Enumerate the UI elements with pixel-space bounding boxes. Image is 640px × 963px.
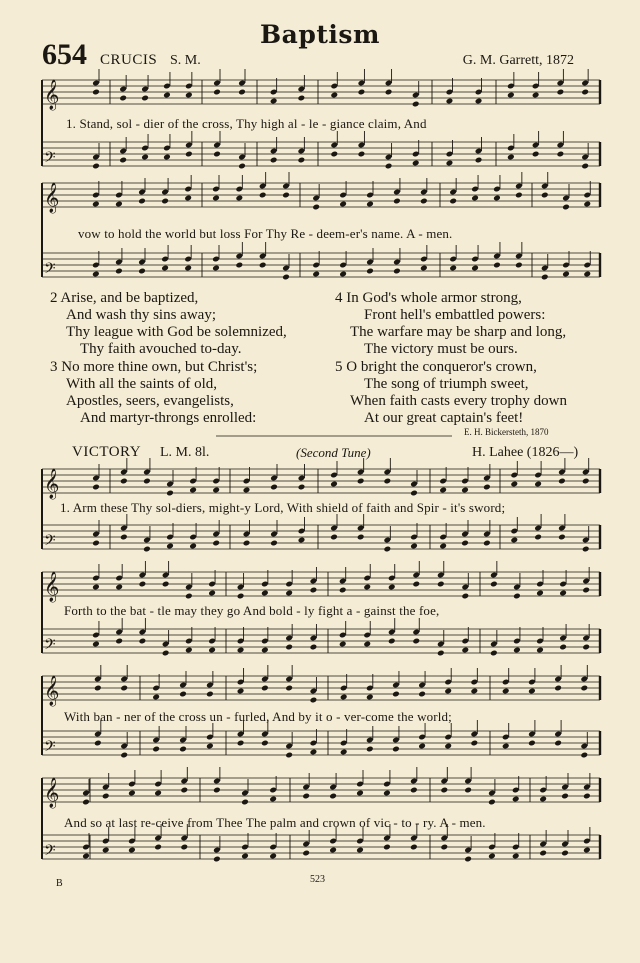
note-head [92,163,100,170]
note-head [138,268,146,275]
tune1-composer: G. M. Garrett, 1872 [462,53,574,68]
note-head [412,101,420,108]
note-head [461,540,469,547]
note-head [339,641,347,648]
note-head [212,195,220,202]
note-head [180,787,188,794]
note-head [366,694,374,701]
note-head [92,271,100,278]
note-head [582,644,590,651]
note-head [154,790,162,797]
note-head [581,163,589,170]
tune1-name: CRUCIS [100,52,158,68]
note-head [439,543,447,550]
note-head [437,581,445,588]
note-head [92,89,100,96]
verse-4-line-4: The victory must be ours. [364,341,518,357]
note-head [285,590,293,597]
note-head [488,799,496,806]
note-head [185,92,193,99]
note-head [554,740,562,747]
note-head [557,151,565,158]
bass-clef-icon: 𝄢 [44,636,56,657]
note-head [464,856,472,863]
note-head [493,195,501,202]
note-head [339,201,347,208]
note-head [446,160,454,167]
note-head [356,847,364,854]
note-head [358,151,366,158]
note-head [388,584,396,591]
note-head [410,844,418,851]
note-head [554,685,562,692]
note-head [166,490,174,497]
note-head [243,540,251,547]
note-head [507,92,515,99]
note-head [439,487,447,494]
note-head [185,151,193,158]
note-head [539,850,547,857]
note-head [243,487,251,494]
note-head [237,593,245,600]
note-head [580,685,588,692]
note-head [120,752,128,759]
note-head [561,850,569,857]
note-head [532,151,540,158]
note-head [120,478,128,485]
note-head [141,154,149,161]
note-head [493,262,501,269]
signature-mark: B [56,878,63,889]
note-head [483,540,491,547]
note-head [393,268,401,275]
hymn-number: 654 [42,38,87,71]
note-head [444,688,452,695]
note-head [241,799,249,806]
note-head [580,752,588,759]
note-head [285,644,293,651]
note-head [562,204,570,211]
note-head [115,638,123,645]
note-head [298,537,306,544]
note-head [92,641,100,648]
note-head [383,790,391,797]
note-head [208,647,216,654]
note-head [412,638,420,645]
note-head [213,787,221,794]
note-head [82,799,90,806]
note-head [330,534,338,541]
note-head [269,853,277,860]
bass-clef-icon: 𝄢 [44,260,56,281]
note-head [385,89,393,96]
note-head [461,647,469,654]
note-head [115,584,123,591]
note-head [261,740,269,747]
note-head [440,787,448,794]
note-head [302,793,310,800]
bass-clef-icon: 𝄢 [44,842,56,863]
verse-2-line-2: And wash thy sins away; [66,307,216,323]
note-head [561,793,569,800]
note-head [180,844,188,851]
note-head [393,198,401,205]
note-head [184,265,192,272]
note-head [143,478,151,485]
note-head [340,694,348,701]
note-head [139,638,147,645]
note-head [154,844,162,851]
note-head [185,593,193,600]
note-head [358,89,366,96]
note-head [475,98,483,105]
tune1-meter: S. M. [170,53,201,68]
note-head [412,581,420,588]
note-head [185,647,193,654]
note-head [189,543,197,550]
note-head [120,685,128,692]
note-head [238,163,246,170]
verse-4-line-1: 4 In God's whole armor strong, [335,290,522,306]
note-head [357,478,365,485]
note-head [383,844,391,851]
note-head [410,490,418,497]
note-head [261,647,269,654]
note-head [558,534,566,541]
note-head [120,534,128,541]
note-head [488,853,496,860]
note-head [449,198,457,205]
note-head [285,752,293,759]
note-head [412,160,420,167]
treble-clef-icon: 𝄞 [44,778,60,808]
verse-5-line-4: At our great captain's feet! [364,410,524,426]
verse-5-line-2: The song of triumph sweet, [364,376,529,392]
note-head [152,746,160,753]
note-head [208,590,216,597]
note-head [237,740,245,747]
note-head [238,89,246,96]
note-head [581,89,589,96]
note-head [582,546,590,553]
treble-clef-icon: 𝄞 [44,183,60,213]
treble-clef-icon: 𝄞 [44,572,60,602]
treble-clef-icon: 𝄞 [44,469,60,499]
note-head [490,650,498,657]
bass-clef-icon: 𝄢 [44,738,56,759]
tune2-meter: L. M. 8l. [160,445,210,460]
note-head [119,95,127,102]
note-head [583,201,591,208]
verse-3-line-1: 3 No more thine own, but Christ's; [50,359,258,375]
note-head [363,584,371,591]
note-head [461,593,469,600]
note-head [483,484,491,491]
note-head [418,743,426,750]
note-head [513,647,521,654]
note-head [259,262,267,269]
verse-2-line-4: Thy faith avouched to-day. [80,341,242,357]
note-head [237,688,245,695]
note-head [82,853,90,860]
note-head [418,691,426,698]
note-head [490,581,498,588]
note-head [92,584,100,591]
note-head [392,691,400,698]
note-head [119,157,127,164]
note-head [513,593,521,600]
tune2-lyrics-line2: Forth to the bat - tle may they go And bold - ly fight a - gainst the foe, [64,603,440,618]
note-head [282,274,290,281]
text-author: E. H. Bickersteth, 1870 [464,427,549,437]
note-head [206,691,214,698]
page-number: 523 [310,874,325,885]
note-head [138,198,146,205]
note-head [302,850,310,857]
note-head [339,271,347,278]
tune1-lyrics-line2: vow to hold the world but loss For Thy Re - deem-er's name. A - men. [78,226,453,241]
note-head [141,95,149,102]
note-head [212,265,220,272]
tune2-lyrics-line3: With ban - ner of the cross un - furled, And by it o - ver-come the world; [64,709,452,724]
note-head [166,543,174,550]
verse-3-line-2: With all the saints of old, [66,376,218,392]
note-head [298,157,306,164]
note-head [92,484,100,491]
note-head [515,262,523,269]
note-head [582,478,590,485]
staff [42,777,600,809]
note-head [528,740,536,747]
verse-5-line-1: 5 O bright the conqueror's crown, [335,359,537,375]
note-head [329,793,337,800]
note-head [213,856,221,863]
note-head [213,151,221,158]
note-head [366,268,374,275]
note-head [339,587,347,594]
note-head [270,157,278,164]
note-head [366,746,374,753]
note-head [330,92,338,99]
note-head [102,793,110,800]
note-head [446,98,454,105]
note-head [261,590,269,597]
note-head [440,844,448,851]
note-head [285,685,293,692]
note-head [115,201,123,208]
verse-3-line-4: And martyr-throngs enrolled: [80,410,257,426]
note-head [583,271,591,278]
note-head [161,265,169,272]
note-head [310,644,318,651]
bass-clef-icon: 𝄢 [44,149,56,170]
note-head [471,265,479,272]
note-head [502,743,510,750]
tune2-name: VICTORY [72,444,142,460]
note-head [532,92,540,99]
note-head [270,98,278,105]
tune2-lyrics-line4: And so at last re-ceive from Thee The palm and crown of vic - to - ry. A - men. [64,815,486,830]
note-head [475,157,483,164]
note-head [557,89,565,96]
note-head [507,154,515,161]
note-head [179,691,187,698]
note-head [558,478,566,485]
note-head [310,749,318,756]
note-head [541,192,549,199]
note-head [384,546,392,553]
note-head [163,154,171,161]
note-head [310,697,318,704]
note-head [340,749,348,756]
note-head [539,796,547,803]
note-head [269,796,277,803]
note-head [559,644,567,651]
note-head [115,268,123,275]
note-head [437,650,445,657]
note-head [528,688,536,695]
note-head [312,204,320,211]
note-head [213,89,221,96]
bass-clef-icon: 𝄢 [44,532,56,553]
note-head [512,853,520,860]
treble-clef-icon: 𝄞 [44,80,60,110]
note-head [536,647,544,654]
note-head [94,740,102,747]
verse-3-line-3: Apostles, seers, evangelists, [66,393,234,409]
note-head [162,581,170,588]
note-head [206,743,214,750]
note-head [559,590,567,597]
note-head [470,740,478,747]
note-head [282,192,290,199]
treble-clef-icon: 𝄞 [44,676,60,706]
note-head [298,95,306,102]
verse-4-line-3: The warfare may be sharp and long, [350,324,567,340]
note-head [236,195,244,202]
note-head [139,581,147,588]
tune2-lyrics-line1: 1. Arm these Thy sol-diers, might-y Lord, With shield of faith and Spir - it's sword; [60,500,506,515]
note-head [330,481,338,488]
note-head [582,587,590,594]
note-head [357,534,365,541]
note-head [152,694,160,701]
note-head [310,587,318,594]
note-head [536,590,544,597]
note-head [330,151,338,158]
note-head [510,481,518,488]
note-head [515,192,523,199]
note-head [212,487,220,494]
note-head [162,650,170,657]
note-head [312,271,320,278]
note-head [470,688,478,695]
note-head [261,685,269,692]
note-head [128,847,136,854]
note-head [471,195,479,202]
note-head [237,647,245,654]
note-head [534,534,542,541]
note-head [363,641,371,648]
note-head [179,746,187,753]
note-head [356,790,364,797]
note-head [163,92,171,99]
note-head [502,688,510,695]
note-head [92,540,100,547]
note-head [420,198,428,205]
note-head [583,793,591,800]
note-head [461,487,469,494]
verse-4-line-2: Front hell's embattled powers: [364,307,546,323]
note-head [510,537,518,544]
note-head [92,201,100,208]
note-head [464,787,472,794]
note-head [94,685,102,692]
verse-5-line-3: When faith casts every trophy down [350,393,568,409]
note-head [241,853,249,860]
note-head [388,638,396,645]
note-head [583,847,591,854]
note-head [161,198,169,205]
note-head [184,195,192,202]
note-head [410,787,418,794]
note-head [444,743,452,750]
note-head [270,484,278,491]
section-title: Baptism [260,20,380,49]
note-head [449,265,457,272]
note-head [236,262,244,269]
note-head [541,274,549,281]
tune2-label: (Second Tune) [296,445,371,460]
note-head [128,790,136,797]
note-head [259,192,267,199]
note-head [512,796,520,803]
note-head [329,847,337,854]
note-head [384,478,392,485]
note-head [366,201,374,208]
note-head [420,265,428,272]
tune2-composer: H. Lahee (1826—) [472,445,579,460]
verse-2-line-3: Thy league with God be solemnized, [66,324,287,340]
note-head [212,540,220,547]
tune1-lyrics-line1: 1. Stand, sol - dier of the cross, Thy high al - le - giance claim, And [66,116,427,131]
note-head [270,540,278,547]
note-head [298,484,306,491]
note-head [385,163,393,170]
note-head [410,543,418,550]
note-head [392,746,400,753]
note-head [189,487,197,494]
note-head [562,271,570,278]
note-head [534,481,542,488]
note-head [143,546,151,553]
note-head [102,847,110,854]
verse-2-line-1: 2 Arise, and be baptized, [50,290,199,306]
